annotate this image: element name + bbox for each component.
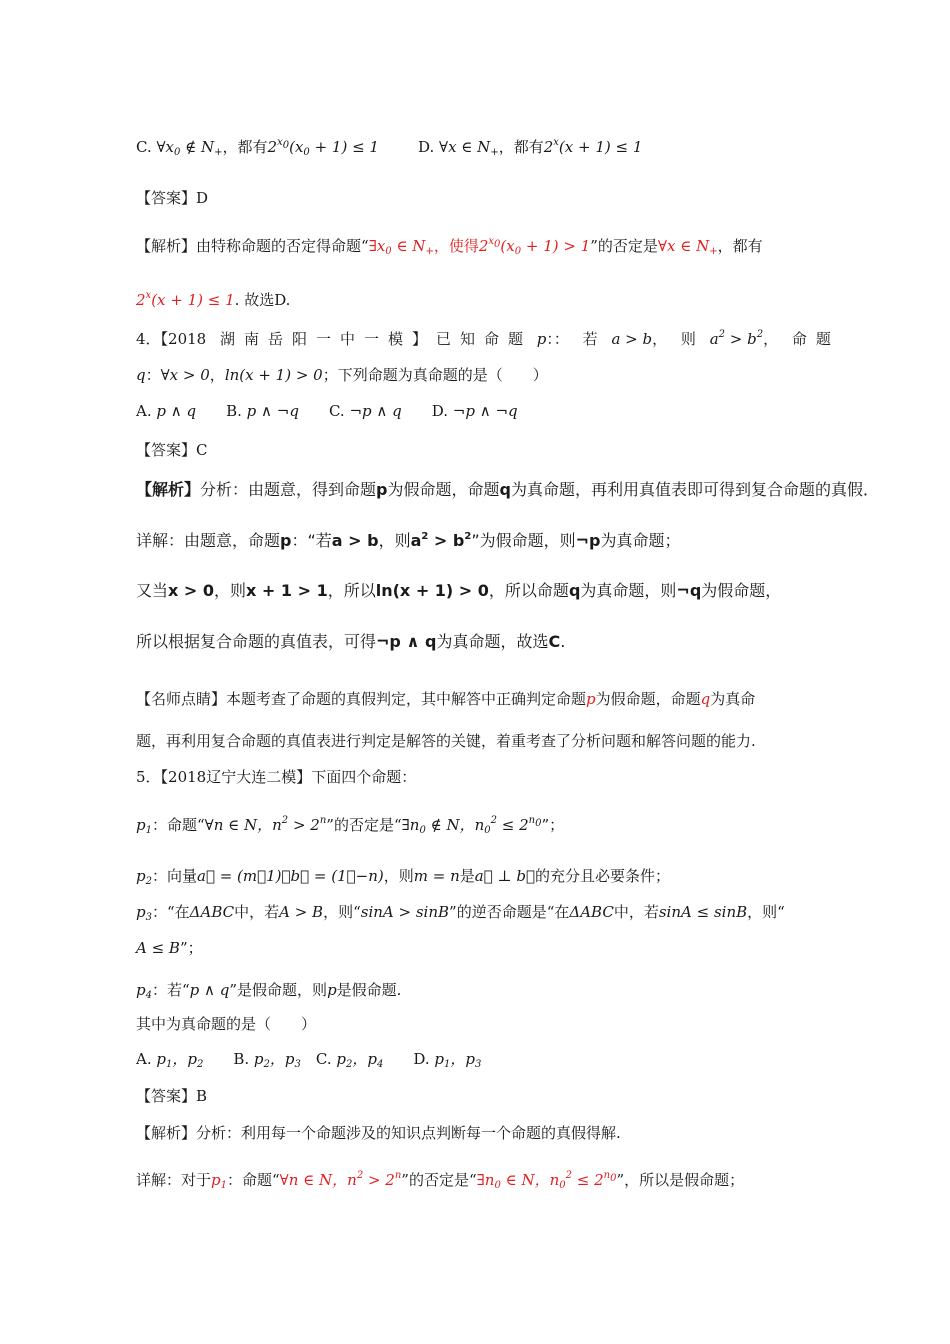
- q4-analysis: 【解析】分析：由题意，得到命题p为假命题，命题q为真命题，再利用真值表即可得到复合命题的真假．: [136, 480, 879, 499]
- q3-option-d: D. ∀x ∈ $N_+$，都有$2^x(x + 1) \le 1$: [418, 137, 643, 158]
- q3-answer: 【答案】D: [136, 189, 209, 207]
- q5-p3-line1: $p_3$：“在ΔABC中，若A > B，则“sinA > sinB”的逆否命题是“在ΔABC中，若sinA ≤ sinB，则“: [136, 903, 785, 923]
- q5-answer: 【答案】B: [136, 1087, 208, 1105]
- q4-stem-line2: q：∀x > 0，ln(x + 1) > 0；下列命题为真命题的是（ ）: [136, 366, 548, 384]
- q4-detail-1: 详解：由题意，命题p：“若a > b，则$a^2 > b^2$”为假命题，则¬p为真命题；: [136, 531, 681, 550]
- q5-options: A. $p_1$，$p_2$ B. $p_2$，$p_3$ C. $p_2$，$p_4$ D. $p_1$，$p_3$: [136, 1050, 482, 1070]
- q4-detail-3: 所以根据复合命题的真值表，可得¬p ∧ q为真命题，故选C.: [136, 632, 566, 651]
- q5-p2: $p_2$：向量a⃗ = (m，1)，b⃗ = (1，−n)，则m = n是a⃗ ⊥ b⃗的充分且必要条件；: [136, 867, 670, 887]
- q3-analysis: 【解析】由特称命题的否定得命题“$\exists x_0$ ∈ $N_+$，使得$2^{x_0}(x_0 + 1) > 1$”的否定是∀x ∈ $N_+$，都有: [136, 236, 763, 257]
- q4-tip-line1: 【名师点睛】本题考查了命题的真假判定，其中解答中正确判定命题p为假命题，命题q为真命: [136, 690, 756, 708]
- q5-stem: 5．【2018辽宁大连二模】下面四个命题：: [136, 768, 417, 786]
- q4-detail-2: 又当x > 0，则x + 1 > 1，所以ln(x + 1) > 0，所以命题q为真命题，则¬q为假命题，: [136, 581, 782, 600]
- q5-detail: 详解：对于$p_1$：命题“∀n ∈ N，$n^2 > 2^n$”的否定是“$\exists n_0$ ∈ N，$n_0^2 \le 2^{n_0}$”，所以是假命题；: [136, 1170, 745, 1191]
- q4-options: A. p ∧ q B. p ∧ ¬q C. ¬p ∧ q D. ¬p ∧ ¬q: [136, 402, 518, 420]
- q4-stem-line1: 4．【2018 湖南岳阳一中一模】已知命题 p：： 若 a > b， 则 $a^2 > b^2$， 命题: [136, 329, 840, 348]
- q3-analysis-end: $2^x(x + 1) \le 1$. 故选D.: [136, 290, 291, 309]
- q5-p3-line2: A ≤ B”；: [136, 939, 203, 957]
- q5-p1: $p_1$：命题“∀n ∈ N，$n^2 > 2^n$”的否定是“$\exists n_0$ ∉ N，$n_0^2 \le 2^{n_0}$”；: [136, 815, 565, 836]
- q5-analysis: 【解析】分析：利用每一个命题涉及的知识点判断每一个命题的真假得解.: [136, 1124, 621, 1142]
- q4-answer: 【答案】C: [136, 441, 208, 459]
- q5-question: 其中为真命题的是（ ）: [136, 1015, 317, 1033]
- q5-p4: $p_4$：若“p ∧ q”是假命题，则p是假命题.: [136, 981, 402, 1001]
- q4-tip-line2: 题，再利用复合命题的真值表进行判定是解答的关键，着重考查了分析问题和解答问题的能力.: [136, 732, 756, 750]
- q3-option-c: C. $\forall x_0$ ∉ $N_+$，都有$2^{x_0}(x_0 + 1) \le 1$: [136, 137, 379, 158]
